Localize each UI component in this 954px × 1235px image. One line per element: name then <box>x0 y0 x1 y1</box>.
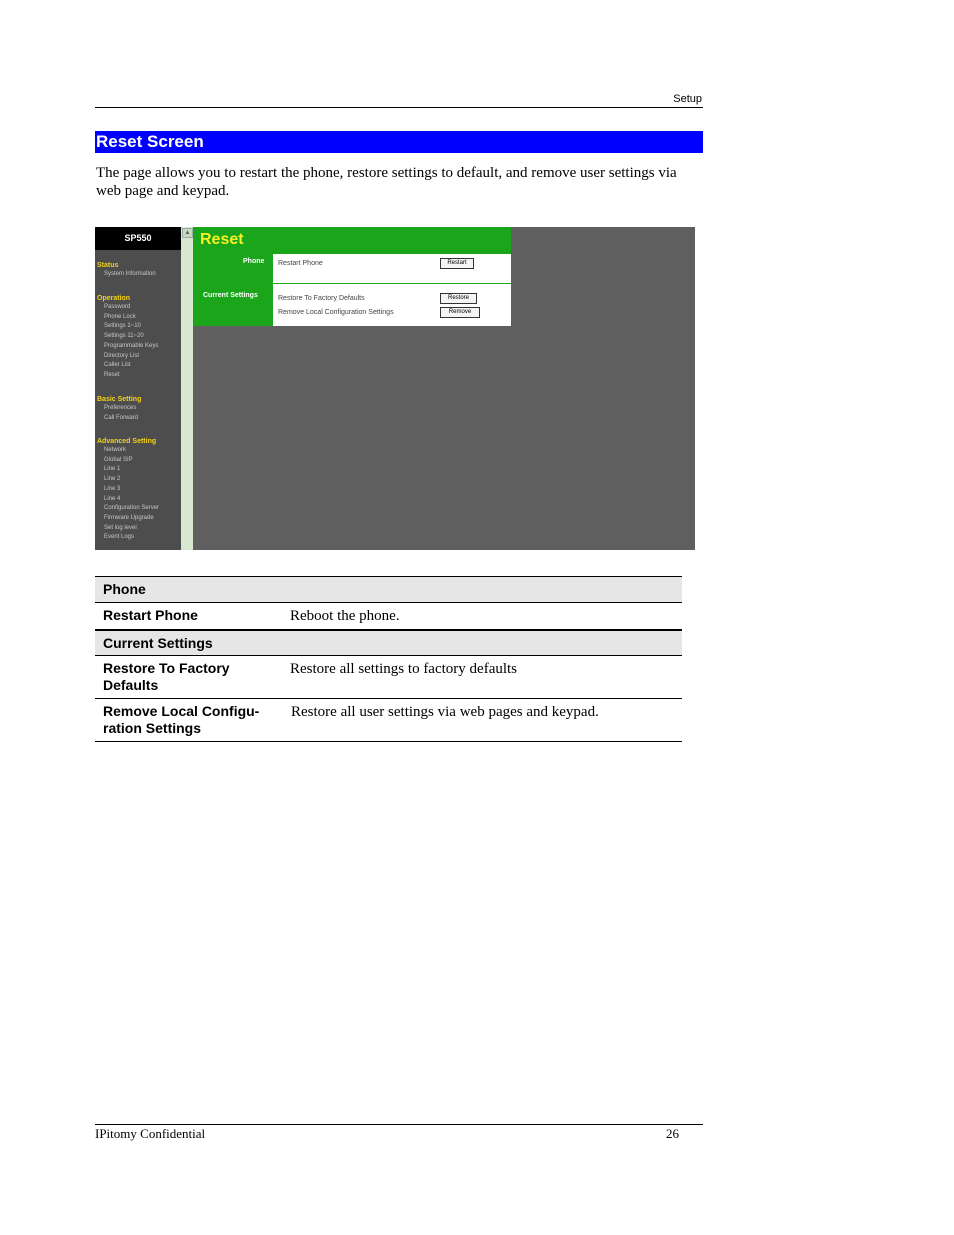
table-row <box>95 603 682 630</box>
nav-group-title[interactable]: Basic Setting <box>97 396 142 403</box>
reset-screen-screenshot <box>95 227 695 550</box>
restart-button[interactable]: Restart <box>440 258 474 269</box>
nav-group-title[interactable]: Operation <box>97 295 131 302</box>
screenshot-separator <box>273 283 511 284</box>
nav-group <box>97 294 158 381</box>
row-name: Restart Phone <box>103 607 198 623</box>
nav-item[interactable]: System Information <box>104 271 156 277</box>
page-number: 26 <box>666 1126 679 1141</box>
screenshot-restart-text: Restart Phone <box>278 260 323 267</box>
header-rule <box>95 107 703 108</box>
restore-button[interactable]: Restore <box>440 293 477 304</box>
running-header: Setup <box>673 93 702 105</box>
table-row <box>95 656 682 699</box>
nav-item[interactable]: Network <box>104 447 127 453</box>
nav-group-title[interactable]: Status <box>97 262 119 269</box>
table-group-row <box>95 576 682 603</box>
settings-table <box>95 576 682 742</box>
screenshot-scrollbar <box>181 227 193 550</box>
nav-group-title[interactable]: Advanced Setting <box>97 438 157 445</box>
nav-item[interactable]: Reset <box>104 371 120 378</box>
screenshot-brand: SP550 <box>95 227 181 250</box>
nav-item[interactable]: Firmware Upgrade <box>104 514 154 521</box>
nav-item[interactable]: Line 3 <box>104 485 121 492</box>
nav-item[interactable]: Event Logs <box>104 534 135 541</box>
nav-item[interactable]: Programmable Keys <box>104 342 159 349</box>
footer-confidential: IPitomy Confidential <box>95 1126 206 1141</box>
nav-item[interactable]: Settings 1~10 <box>104 323 141 330</box>
table-row <box>95 699 682 742</box>
nav-item[interactable]: Set log level <box>104 524 137 531</box>
nav-item[interactable]: Call Forward <box>104 414 139 421</box>
row-name: Restore To Factory Defaults <box>103 660 230 693</box>
section-title: Reset Screen <box>95 131 703 153</box>
table-group-row <box>95 630 682 656</box>
row-name: Remove Local Configu-ration Settings <box>103 703 260 736</box>
intro-paragraph: The page allows you to restart the phone, restore settings to default, and remove user settings via web page and keypad. <box>96 165 677 199</box>
scroll-up-icon: ▲ <box>182 228 193 238</box>
row-desc: Restore all user settings via web pages and keypad. <box>291 704 599 720</box>
nav-item[interactable]: Preferences <box>104 405 137 411</box>
nav-group <box>97 437 159 543</box>
row-desc: Restore all settings to factory defaults <box>290 661 518 677</box>
row-desc: Reboot the phone. <box>290 608 400 624</box>
nav-item[interactable]: Password <box>104 304 131 310</box>
remove-button[interactable]: Remove <box>440 307 480 318</box>
screenshot-phone-label: Phone <box>243 258 265 265</box>
nav-item[interactable]: Configuration Server <box>104 505 160 512</box>
nav-item[interactable]: Global SIP <box>104 456 133 463</box>
nav-item[interactable]: Caller List <box>104 362 131 369</box>
screenshot-restore-text: Restore To Factory Defaults <box>278 295 365 302</box>
nav-item[interactable]: Line 1 <box>104 466 121 473</box>
nav-group <box>97 261 156 280</box>
nav-item[interactable]: Directory List <box>104 352 140 359</box>
table-group-current: Current Settings <box>103 635 213 651</box>
screenshot-current-label: Current Settings <box>203 292 258 299</box>
screenshot-page-title: Reset <box>200 231 244 248</box>
nav-item[interactable]: Line 4 <box>104 495 121 502</box>
table-group-phone: Phone <box>103 581 146 597</box>
nav-group <box>97 395 141 423</box>
footer-rule <box>95 1124 703 1125</box>
nav-item[interactable]: Phone Lock <box>104 313 136 320</box>
nav-item[interactable]: Line 2 <box>104 476 121 483</box>
nav-item[interactable]: Settings 11~20 <box>104 333 144 340</box>
screenshot-remove-text: Remove Local Configuration Settings <box>278 309 394 316</box>
